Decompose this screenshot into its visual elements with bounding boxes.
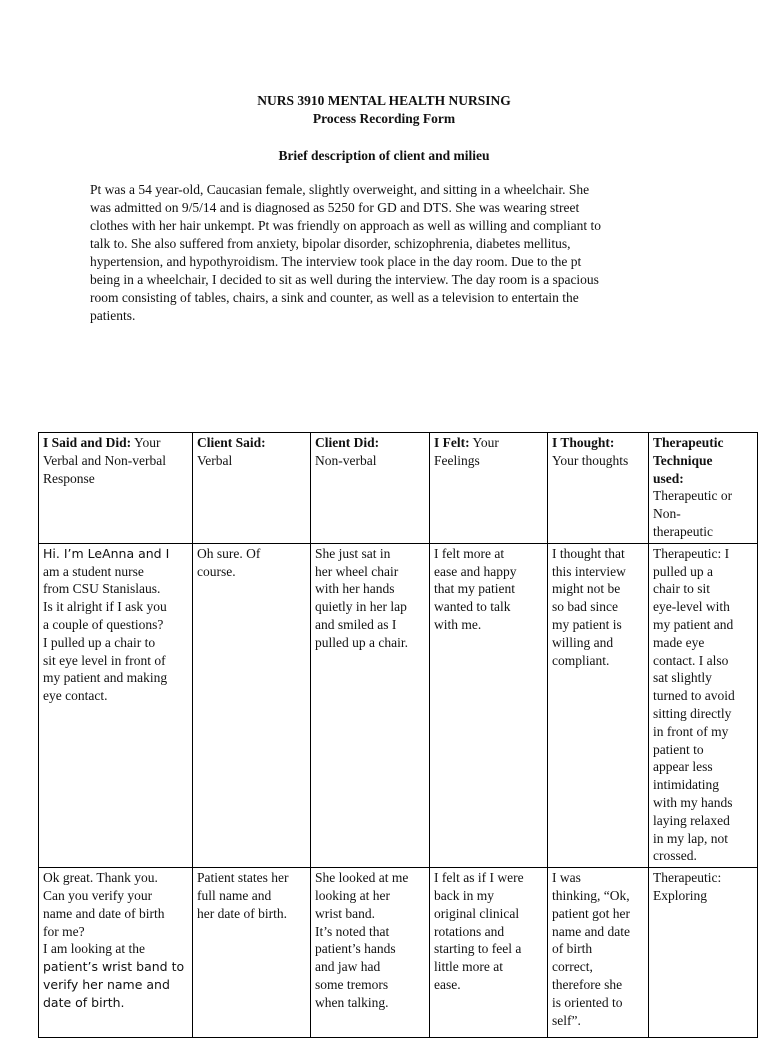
cell-client-said: Patient states her full name and her date of birth. bbox=[193, 868, 311, 1038]
table-header-row bbox=[39, 433, 758, 544]
cell-technique: Therapeutic: I pulled up a chair to sit eye-level with my patient and made eye contact. I also sat slightly turned to avoid sitting directly in front of my patient to appear less intimidating with my hands laying relaxed in my lap, not crossed. bbox=[649, 543, 758, 867]
cell-client-said: Oh sure. Of course. bbox=[193, 543, 311, 867]
client-description: Pt was a 54 year-old, Caucasian female, slightly overweight, and sitting in a wheelchair. She was admitted on 9/5/14 and is diagnosed as 5250 for GD and DTS. She was wearing street clothes with her hair unkempt. Pt was friendly on approach as well as willing and compliant to talk to. She also suffered from anxiety, bipolar disorder, schizophrenia, diabetes mellitus, hypertension, and hypothyroidism. The interview took place in the day room. Due to the pt being in a wheelchair, I decided to sit as well during the interview. The day room is a spacious room consisting of tables, chairs, a sink and counter, as well as a television to entertain the patients. bbox=[90, 182, 602, 323]
table-row bbox=[39, 543, 758, 867]
cell-felt: I felt as if I were back in my original clinical rotations and starting to feel a little more at ease. bbox=[430, 868, 548, 1038]
section-title: Brief description of client and milieu bbox=[278, 148, 490, 163]
cell-technique: Therapeutic: Exploring bbox=[649, 868, 758, 1038]
cell-felt: I felt more at ease and happy that my patient wanted to talk with me. bbox=[430, 543, 548, 867]
header-client-said: Client Said: Verbal bbox=[193, 433, 311, 544]
header-i-said-did: I Said and Did: Your Verbal and Non-verbal Response bbox=[39, 433, 193, 544]
cell-thought: I thought that this interview might not be so bad since my patient is willing and compliant. bbox=[548, 543, 649, 867]
header-client-did: Client Did: Non-verbal bbox=[311, 433, 430, 544]
table-row bbox=[39, 868, 758, 1038]
cell-client-did: She looked at me looking at her wrist band. It’s noted that patient’s hands and jaw had some tremors when talking. bbox=[311, 868, 430, 1038]
header-i-thought: I Thought: Your thoughts bbox=[548, 433, 649, 544]
cell-client-did: She just sat in her wheel chair with her hands quietly in her lap and smiled as I pulled up a chair. bbox=[311, 543, 430, 867]
header-i-felt: I Felt: Your Feelings bbox=[430, 433, 548, 544]
process-recording-table bbox=[38, 432, 758, 1038]
cell-said-did: Hi. I’m LeAnna and I am a student nurse from CSU Stanislaus. Is it alright if I ask you a couple of questions? I pulled up a chair to sit eye level in front of my patient and making eye contact. bbox=[39, 543, 193, 867]
form-title: Process Recording Form bbox=[312, 111, 456, 126]
course-title: NURS 3910 MENTAL HEALTH NURSING bbox=[257, 93, 511, 108]
cell-said-did: Ok great. Thank you. Can you verify your name and date of birth for me? I am looking at the patient’s wrist band to verify her name and date of birth. bbox=[39, 868, 193, 1038]
cell-thought: I was thinking, “Ok, patient got her name and date of birth correct, therefore she is oriented to self”. bbox=[548, 868, 649, 1038]
document-header bbox=[0, 92, 768, 128]
header-technique: Therapeutic Technique used: Therapeutic or Non- therapeutic bbox=[649, 433, 758, 544]
